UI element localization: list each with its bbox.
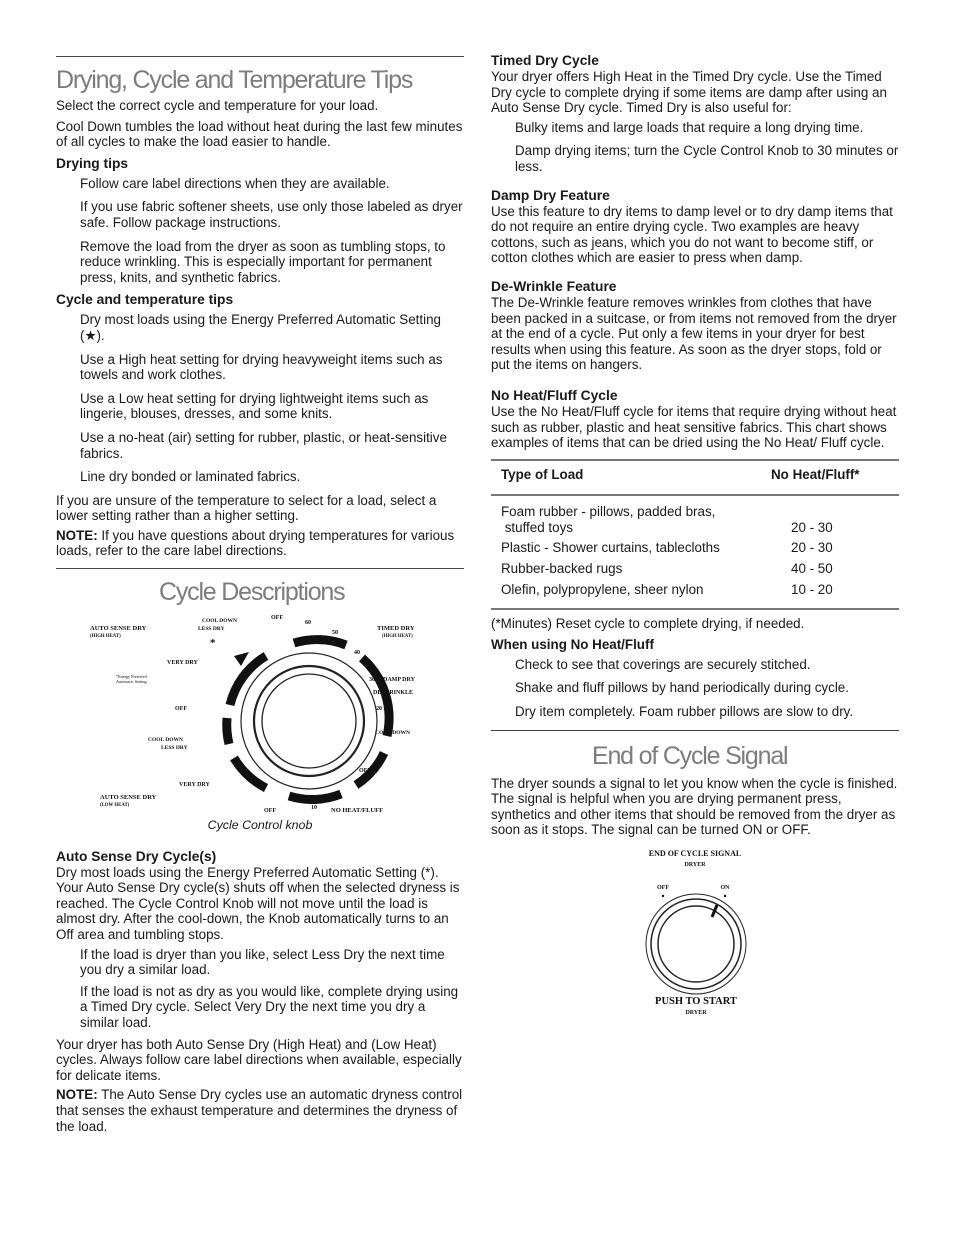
list-item: If the load is not as dry as you would like, complete drying using a Timed Dry cycle. Select Very Dry the next time you dry a similar load. bbox=[80, 983, 459, 1030]
section-title-end-of-cycle: End of Cycle Signal bbox=[592, 741, 788, 770]
knob-tick-60: 60 bbox=[305, 620, 311, 627]
knob-label-less-dry: LESS DRY bbox=[161, 745, 188, 752]
knob-label-energy-pref-2: Automatic Setting bbox=[116, 679, 147, 685]
signal-knob[interactable] bbox=[646, 894, 746, 994]
knob-label-no-heat-fluff: NO HEAT/FLUFF bbox=[331, 807, 384, 814]
section-rule bbox=[491, 730, 899, 731]
signal-subtitle: DRYER bbox=[684, 862, 706, 868]
knob-tick-50: 50 bbox=[332, 630, 338, 637]
star-icon: * bbox=[210, 637, 216, 650]
knob-label-damp-dry: DAMP DRY bbox=[383, 677, 415, 684]
no-heat-heading: No Heat/Fluff Cycle bbox=[491, 387, 618, 403]
section-rule bbox=[56, 568, 464, 569]
list-item: Dry most loads using the Energy Preferred Automatic Setting (★). bbox=[80, 312, 441, 343]
list-item: Use a High heat setting for drying heavyweight items such as towels and work clothes. bbox=[80, 351, 443, 383]
table-cell: Rubber-backed rugs bbox=[501, 561, 623, 577]
signal-knob-face bbox=[658, 906, 734, 982]
list-item: Damp drying items; turn the Cycle Control Knob to 30 minutes or less. bbox=[515, 143, 899, 174]
damp-dry-heading: Damp Dry Feature bbox=[491, 187, 610, 203]
knob-label-very-dry: VERY DRY bbox=[167, 660, 198, 667]
cycle-control-knob-diagram bbox=[56, 608, 464, 813]
left-column bbox=[56, 56, 464, 1134]
section-title-cycle-descriptions: Cycle Descriptions bbox=[159, 578, 345, 607]
no-heat-table bbox=[491, 459, 899, 611]
table-row bbox=[491, 535, 899, 556]
table-cell: 20 - 30 bbox=[791, 519, 833, 535]
note-label: NOTE: bbox=[56, 1087, 98, 1103]
drying-tips-heading: Drying tips bbox=[56, 155, 129, 171]
table-cell-text: stuffed toys bbox=[501, 519, 573, 535]
signal-off-label: OFF bbox=[657, 885, 669, 891]
end-of-cycle-signal-diagram bbox=[491, 847, 899, 1027]
timed-dry-heading: Timed Dry Cycle bbox=[491, 53, 599, 68]
table-header: No Heat/Fluff* bbox=[771, 460, 899, 496]
list-item: Remove the load from the dryer as soon as tumbling stops, to reduce wrinkling. This is especially important for permanent press, knits, and synthetic fabrics. bbox=[80, 238, 446, 285]
knob-label-auto-high-sub: (HIGH HEAT) bbox=[90, 634, 121, 640]
knob-label-auto-high: AUTO SENSE DRY bbox=[90, 625, 147, 633]
table-cell: 40 - 50 bbox=[791, 561, 833, 577]
note-label: NOTE: bbox=[56, 527, 98, 543]
intro-text: Cool Down tumbles the load without heat during the last few minutes of all cycles to make the load easier to handle. bbox=[56, 118, 463, 150]
knob-pointer-icon bbox=[234, 652, 249, 666]
table-cell: Olefin, polypropylene, sheer nylon bbox=[491, 577, 771, 610]
body-text: Use this feature to dry items to damp level or to dry damp items that do not require an entire drying cycle. Two examples are heavy cottons, such as jeans, which you do not want to become stiff, or cotton clothes which are easier to press when damp. bbox=[491, 203, 893, 266]
signal-off-dot bbox=[662, 895, 664, 897]
body-text: The dryer sounds a signal to let you know when the cycle is finished. The signal is helpful when you are drying permanent press, synthetics and other items that should be removed from the dryer as soon as it stops. The signal can be turned ON or OFF. bbox=[491, 775, 898, 838]
list-item: Shake and fluff pillows by hand periodically during cycle. bbox=[515, 680, 849, 696]
knob-caption: Cycle Control knob bbox=[207, 818, 313, 833]
list-item: Bulky items and large loads that require a long drying time. bbox=[515, 119, 864, 135]
note-text: The Auto Sense Dry cycles use an automatic dryness control that senses the exhaust temperature and determines the dryness of the load. bbox=[56, 1087, 463, 1134]
push-to-start-sub: DRYER bbox=[685, 1010, 707, 1016]
knob-label-cool-down: COOL DOWN bbox=[148, 737, 183, 744]
knob-label-very-dry: VERY DRY bbox=[179, 782, 210, 789]
list-item: Use a no-heat (air) setting for rubber, plastic, or heat-sensitive fabrics. bbox=[80, 429, 447, 461]
knob-tick-20: 20 bbox=[335, 793, 341, 800]
signal-title: END OF CYCLE SIGNAL bbox=[648, 849, 742, 858]
body-text: If you are unsure of the temperature to select for a load, select a lower setting rather than a higher setting. bbox=[56, 492, 437, 524]
table-header: Type of Load bbox=[491, 460, 771, 496]
table-row bbox=[491, 495, 899, 535]
list-item: Check to see that coverings are securely stitched. bbox=[515, 656, 811, 672]
list-item: If the load is dryer than you like, select Less Dry the next time you dry a similar load. bbox=[80, 946, 445, 978]
knob-label-off: OFF bbox=[264, 808, 276, 814]
push-to-start-label: PUSH TO START bbox=[655, 996, 737, 1007]
list-item: Line dry bonded or laminated fabrics. bbox=[80, 469, 301, 485]
right-column bbox=[491, 52, 899, 1027]
auto-sense-heading: Auto Sense Dry Cycle(s) bbox=[56, 848, 217, 864]
knob-label-auto-low: AUTO SENSE DRY bbox=[100, 794, 157, 802]
knob-label-off: OFF bbox=[175, 706, 187, 713]
knob-tick-20: 20 bbox=[376, 706, 382, 713]
knob-label-cool-down: COOL DOWN bbox=[375, 730, 410, 737]
table-cell: 10 - 20 bbox=[771, 577, 899, 610]
body-text: Your dryer offers High Heat in the Timed Dry cycle. Use the Timed Dry cycle to complete drying if some items are damp after using an Auto Sense Dry cycle. Timed Dry is also useful for: bbox=[491, 69, 887, 116]
table-cell: 20 - 30 bbox=[791, 540, 833, 556]
list-item: Use a Low heat setting for drying lightweight items such as lingerie, blouses, dresses, and some knits. bbox=[80, 390, 429, 422]
knob-dial bbox=[234, 652, 377, 789]
note-text: If you have questions about drying temperatures for various loads, refer to the care label directions. bbox=[56, 527, 455, 559]
list-item: Dry item completely. Foam rubber pillows are slow to dry. bbox=[515, 704, 854, 720]
table-cell bbox=[491, 495, 771, 535]
body-text: Use the No Heat/Fluff cycle for items that require drying without heat such as rubber, plastic and heat sensitive fabrics. This chart shows examples of items that can be dried using the No Heat/ Fluff cycle. bbox=[491, 403, 897, 451]
knob-label-energy-pref: *Energy Preferred bbox=[116, 674, 147, 680]
de-wrinkle-heading: De-Wrinkle Feature bbox=[491, 278, 617, 294]
section-title-drying-tips: Drying, Cycle and Temperature Tips bbox=[56, 66, 413, 94]
knob-label-off: OFF bbox=[271, 615, 283, 622]
knob-label-timed-dry: TIMED DRY bbox=[377, 625, 415, 633]
section-rule bbox=[56, 56, 464, 57]
table-header-row bbox=[491, 460, 899, 496]
knob-tick-40: 40 bbox=[354, 650, 360, 657]
table-cell: Plastic - Shower curtains, tablecloths bbox=[501, 540, 720, 556]
minutes-note: (*Minutes) Reset cycle to complete drying, if needed. bbox=[491, 616, 805, 632]
knob-label-timed-dry-sub: (HIGH HEAT) bbox=[382, 634, 413, 640]
note-paragraph bbox=[56, 528, 464, 559]
knob-label-off: OFF bbox=[359, 768, 371, 775]
table-cell-text: Foam rubber - pillows, padded bras, bbox=[501, 504, 716, 520]
table-row bbox=[491, 556, 899, 577]
cycle-temp-heading: Cycle and temperature tips bbox=[56, 292, 234, 308]
body-text: Dry most loads using the Energy Preferred Automatic Setting (*). Your Auto Sense Dry cycle(s) shuts off when the selected dryness is reached. The Cycle Control Knob will not move until the load is almost dry. After the cool-down, the Knob automatically turns to an Off area and tumbling stops. bbox=[56, 864, 460, 943]
knob-label-cool-down: COOL DOWN bbox=[202, 618, 237, 625]
list-item: Follow care label directions when they are available. bbox=[80, 175, 390, 191]
table-row bbox=[491, 577, 899, 610]
knob-label-less-dry: LESS DRY bbox=[198, 626, 225, 633]
signal-on-label: ON bbox=[720, 885, 730, 891]
knob-label-auto-low-sub: (LOW HEAT) bbox=[100, 803, 130, 809]
knob-label-de-wrinkle: DE-WRINKLE bbox=[373, 690, 414, 697]
body-text: Your dryer has both Auto Sense Dry (High Heat) and (Low Heat) cycles. Always follow care label directions when available, especially for delicate items. bbox=[56, 1036, 462, 1083]
list-item: If you use fabric softener sheets, use only those labeled as dryer safe. Follow package instructions. bbox=[80, 199, 463, 230]
knob-tick-10: 10 bbox=[311, 805, 317, 812]
signal-on-dot bbox=[724, 895, 726, 897]
intro-text: Select the correct cycle and temperature for your load. bbox=[56, 98, 379, 113]
when-using-heading: When using No Heat/Fluff bbox=[491, 636, 654, 652]
note-paragraph bbox=[56, 1087, 464, 1134]
knob-tick-30: 30 bbox=[369, 677, 375, 684]
body-text: The De-Wrinkle feature removes wrinkles from clothes that have been packed in a suitcase, or from items not removed from the dryer at the end of a cycle. Put only a few items in your dryer for best results when using this feature. As soon as the dryer stops, fold or put the items on hangers. bbox=[491, 294, 897, 373]
